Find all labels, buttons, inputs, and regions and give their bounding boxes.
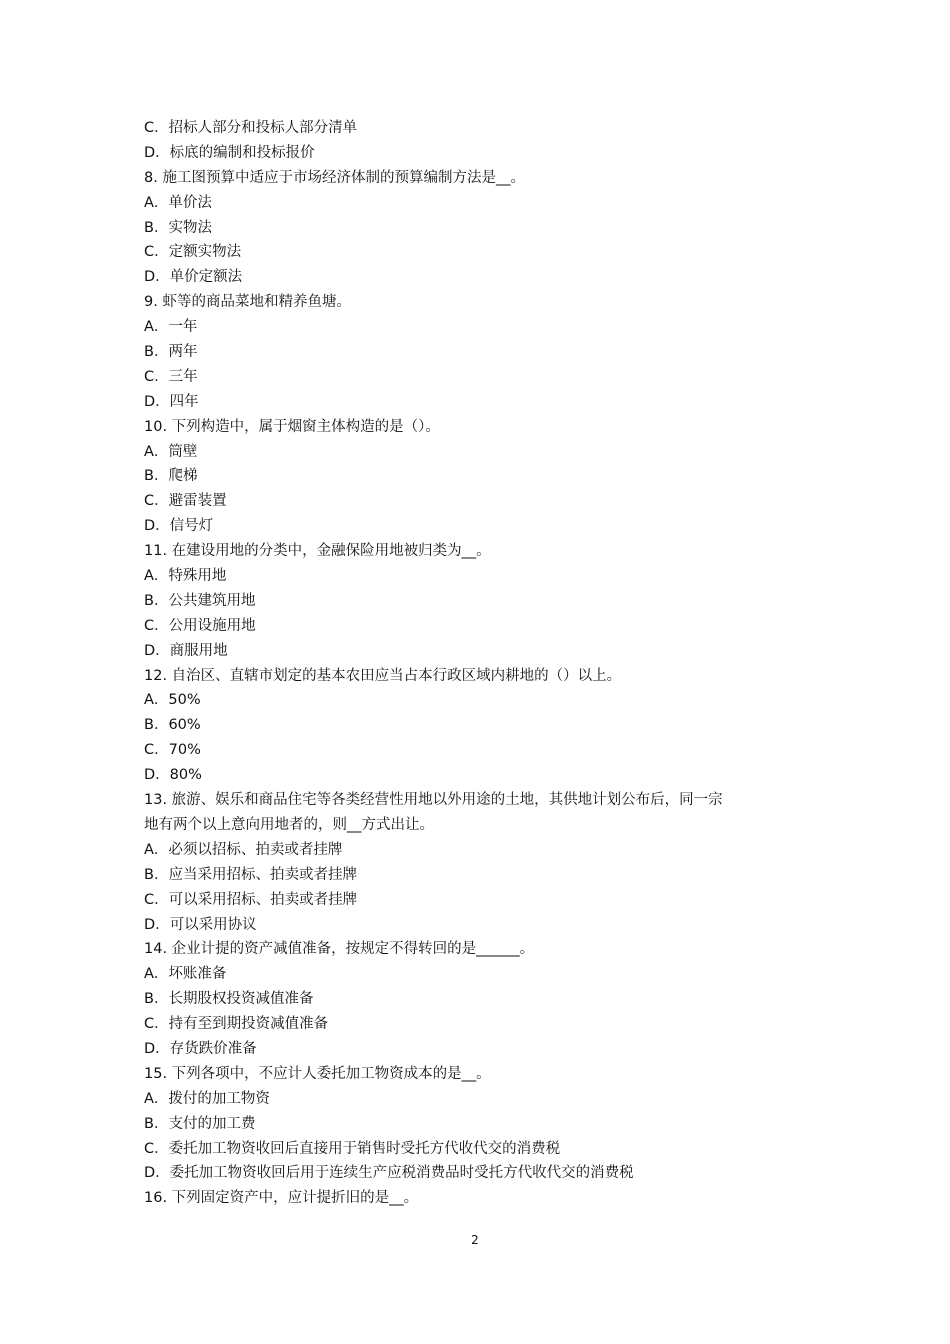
- text-line: B．实物法: [144, 219, 212, 236]
- text-line: C．三年: [144, 368, 198, 385]
- text-line: B．公共建筑用地: [144, 592, 256, 609]
- text-line: 15. 下列各项中，不应计人委托加工物资成本的是__。: [144, 1065, 491, 1082]
- text-line: 16. 下列固定资产中，应计提折旧的是__。: [144, 1190, 419, 1207]
- text-line: C．可以采用招标、拍卖或者挂牌: [144, 891, 358, 908]
- text-line: 13. 旅游、娱乐和商品住宅等各类经营性用地以外用途的土地，其供地计划公布后，同一宗: [144, 792, 723, 809]
- text-line: C．持有至到期投资减值准备: [144, 1016, 329, 1033]
- text-line: 11. 在建设用地的分类中，金融保险用地被归类为__。: [144, 543, 491, 560]
- text-line: C．避雷装置: [144, 493, 227, 510]
- text-line: 地有两个以上意向用地者的，则__方式出让。: [144, 816, 434, 833]
- text-line: C．70%: [144, 742, 201, 759]
- text-line: 10. 下列构造中，属于烟窗主体构造的是（）。: [144, 418, 440, 435]
- text-line: A．单价法: [144, 194, 212, 211]
- text-line: D．80%: [144, 767, 202, 784]
- text-line: B．60%: [144, 717, 201, 734]
- text-line: D．存货跌价准备: [144, 1040, 257, 1057]
- text-line: A．筒壁: [144, 443, 198, 460]
- text-line: D．四年: [144, 393, 199, 410]
- text-line: C．委托加工物资收回后直接用于销售时受托方代收代交的消费税: [144, 1140, 561, 1157]
- text-line: A．必须以招标、拍卖或者挂牌: [144, 841, 343, 858]
- text-line: B．长期股权投资减值准备: [144, 991, 314, 1008]
- text-line: 12. 自治区、直辖市划定的基本农田应当占本行政区域内耕地的（）以上。: [144, 667, 622, 684]
- text-line: B．应当采用招标、拍卖或者挂牌: [144, 866, 357, 883]
- text-line: D．委托加工物资收回后用于连续生产应税消费品时受托方代收代交的消费税: [144, 1165, 634, 1182]
- text-line: 14. 企业计提的资产减值准备，按规定不得转回的是______。: [144, 941, 535, 958]
- text-line: D．可以采用协议: [144, 916, 257, 933]
- text-line: B．两年: [144, 344, 198, 361]
- text-line: A．拨付的加工物资: [144, 1090, 270, 1107]
- text-line: D．标底的编制和投标报价: [144, 144, 315, 161]
- text-line: D．单价定额法: [144, 269, 243, 286]
- text-line: A．坏账准备: [144, 966, 227, 983]
- text-line: A．一年: [144, 319, 198, 336]
- text-line: A．特殊用地: [144, 568, 227, 585]
- document-body: [144, 116, 816, 1211]
- text-line: D．商服用地: [144, 642, 228, 659]
- text-line: D．信号灯: [144, 518, 214, 535]
- text-line: 9. 虾等的商品菜地和精养鱼塘。: [144, 294, 351, 311]
- text-line: C．定额实物法: [144, 244, 242, 261]
- text-line: A．50%: [144, 692, 201, 709]
- page-number: 2: [471, 1233, 479, 1247]
- text-line: C．公用设施用地: [144, 617, 256, 634]
- text-line: 8. 施工图预算中适应于市场经济体制的预算编制方法是__。: [144, 169, 525, 186]
- text-line: B．爬梯: [144, 468, 198, 485]
- text-line: C．招标人部分和投标人部分清单: [144, 120, 358, 136]
- text-line: B．支付的加工费: [144, 1115, 256, 1132]
